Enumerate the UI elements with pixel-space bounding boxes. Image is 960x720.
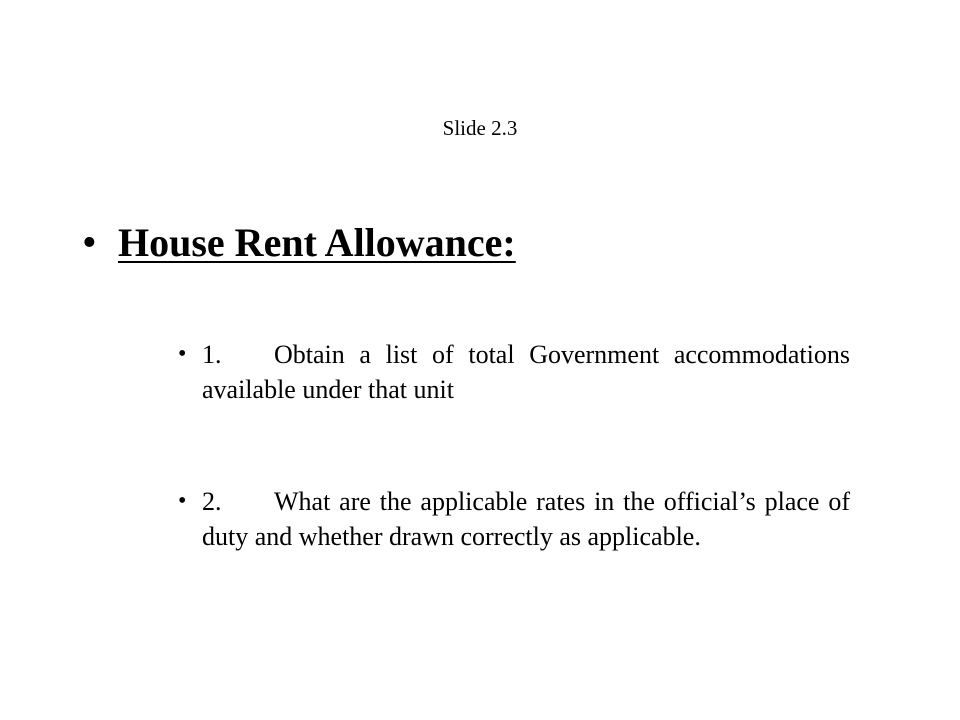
- list-item-number: 1.: [202, 340, 222, 369]
- main-bullet: [82, 218, 516, 268]
- bullet-icon: •: [82, 220, 97, 266]
- bullet-icon: •: [178, 341, 187, 367]
- list-item-text: [202, 484, 850, 554]
- list-item-body: What are the applicable rates in the official’s place of duty and whether drawn correctly as applicable.: [202, 487, 850, 551]
- list-item-number: 2.: [202, 487, 222, 516]
- list-item-text: [202, 337, 850, 407]
- list-item: [178, 337, 850, 407]
- bullet-icon: •: [178, 488, 187, 514]
- slide-heading: House Rent Allowance:: [118, 220, 516, 265]
- list-item-body: Obtain a list of total Government accommodations available under that unit: [202, 340, 850, 404]
- list-item: [178, 484, 850, 554]
- slide-number: Slide 2.3: [442, 116, 518, 140]
